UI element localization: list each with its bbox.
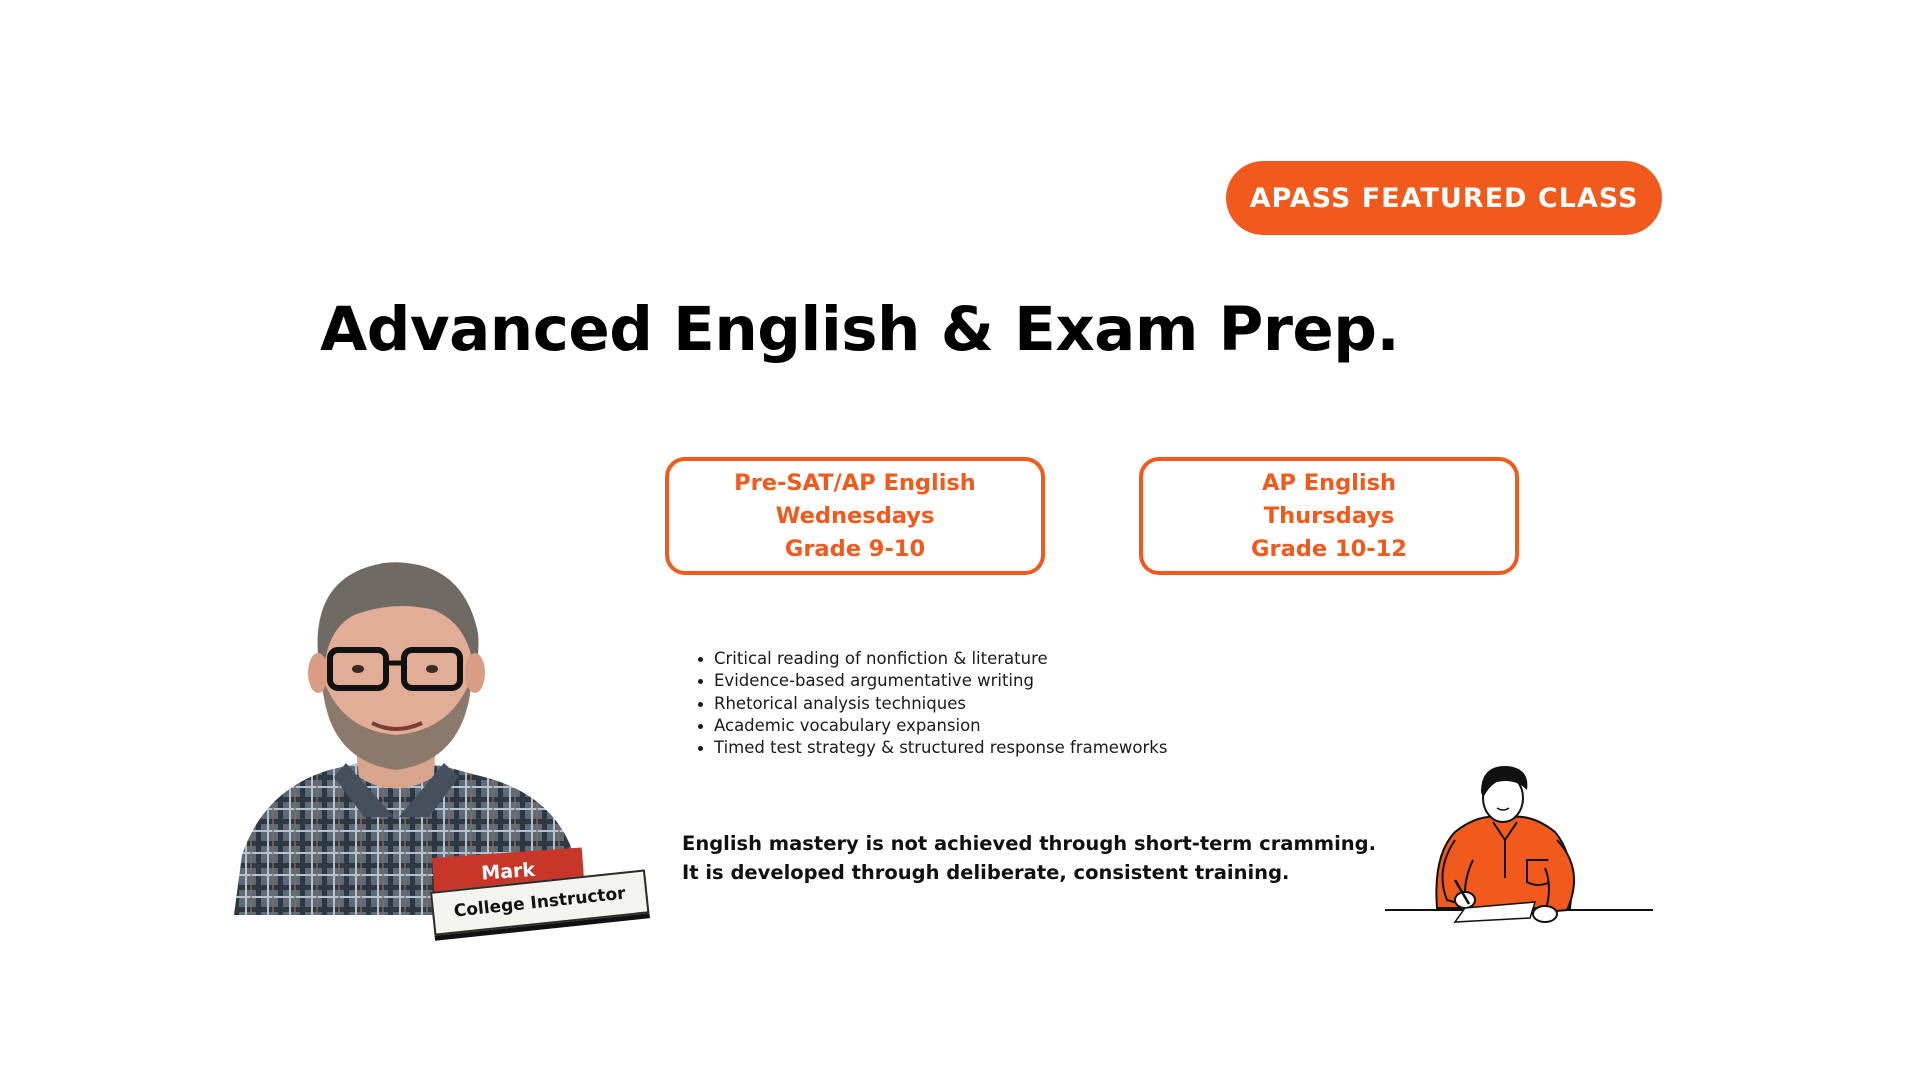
topics-list: [704, 648, 1167, 759]
class-card-pre-sat: [665, 457, 1045, 575]
instructor-role-tag: College Instructor: [430, 869, 649, 935]
class-grade: Grade 9-10: [784, 535, 926, 562]
writing-person-illustration: [1385, 760, 1655, 940]
class-name: AP English: [1261, 469, 1397, 496]
list-item: Evidence-based argumentative writing: [709, 670, 1167, 692]
quote-line-2: It is developed through deliberate, consistent training.: [682, 860, 1290, 884]
list-item: Critical reading of nonfiction & literature: [709, 648, 1167, 670]
quote-line-1: English mastery is not achieved through short-term cramming.: [682, 832, 1377, 855]
featured-class-badge: APASS FEATURED CLASS: [1226, 161, 1662, 235]
list-item: Academic vocabulary expansion: [709, 715, 1167, 737]
class-card-ap-english: [1139, 457, 1519, 575]
instructor-name-tag: Mark: [432, 848, 584, 896]
list-item: Timed test strategy & structured response frameworks: [709, 737, 1167, 759]
quote: [682, 830, 1376, 887]
list-item: Rhetorical analysis techniques: [709, 693, 1167, 715]
class-grade: Grade 10-12: [1251, 535, 1407, 562]
class-day: Thursdays: [1263, 502, 1395, 529]
class-name: Pre-SAT/AP English: [734, 469, 976, 496]
page-title: Advanced English & Exam Prep.: [320, 294, 1400, 365]
class-day: Wednesdays: [775, 502, 935, 529]
